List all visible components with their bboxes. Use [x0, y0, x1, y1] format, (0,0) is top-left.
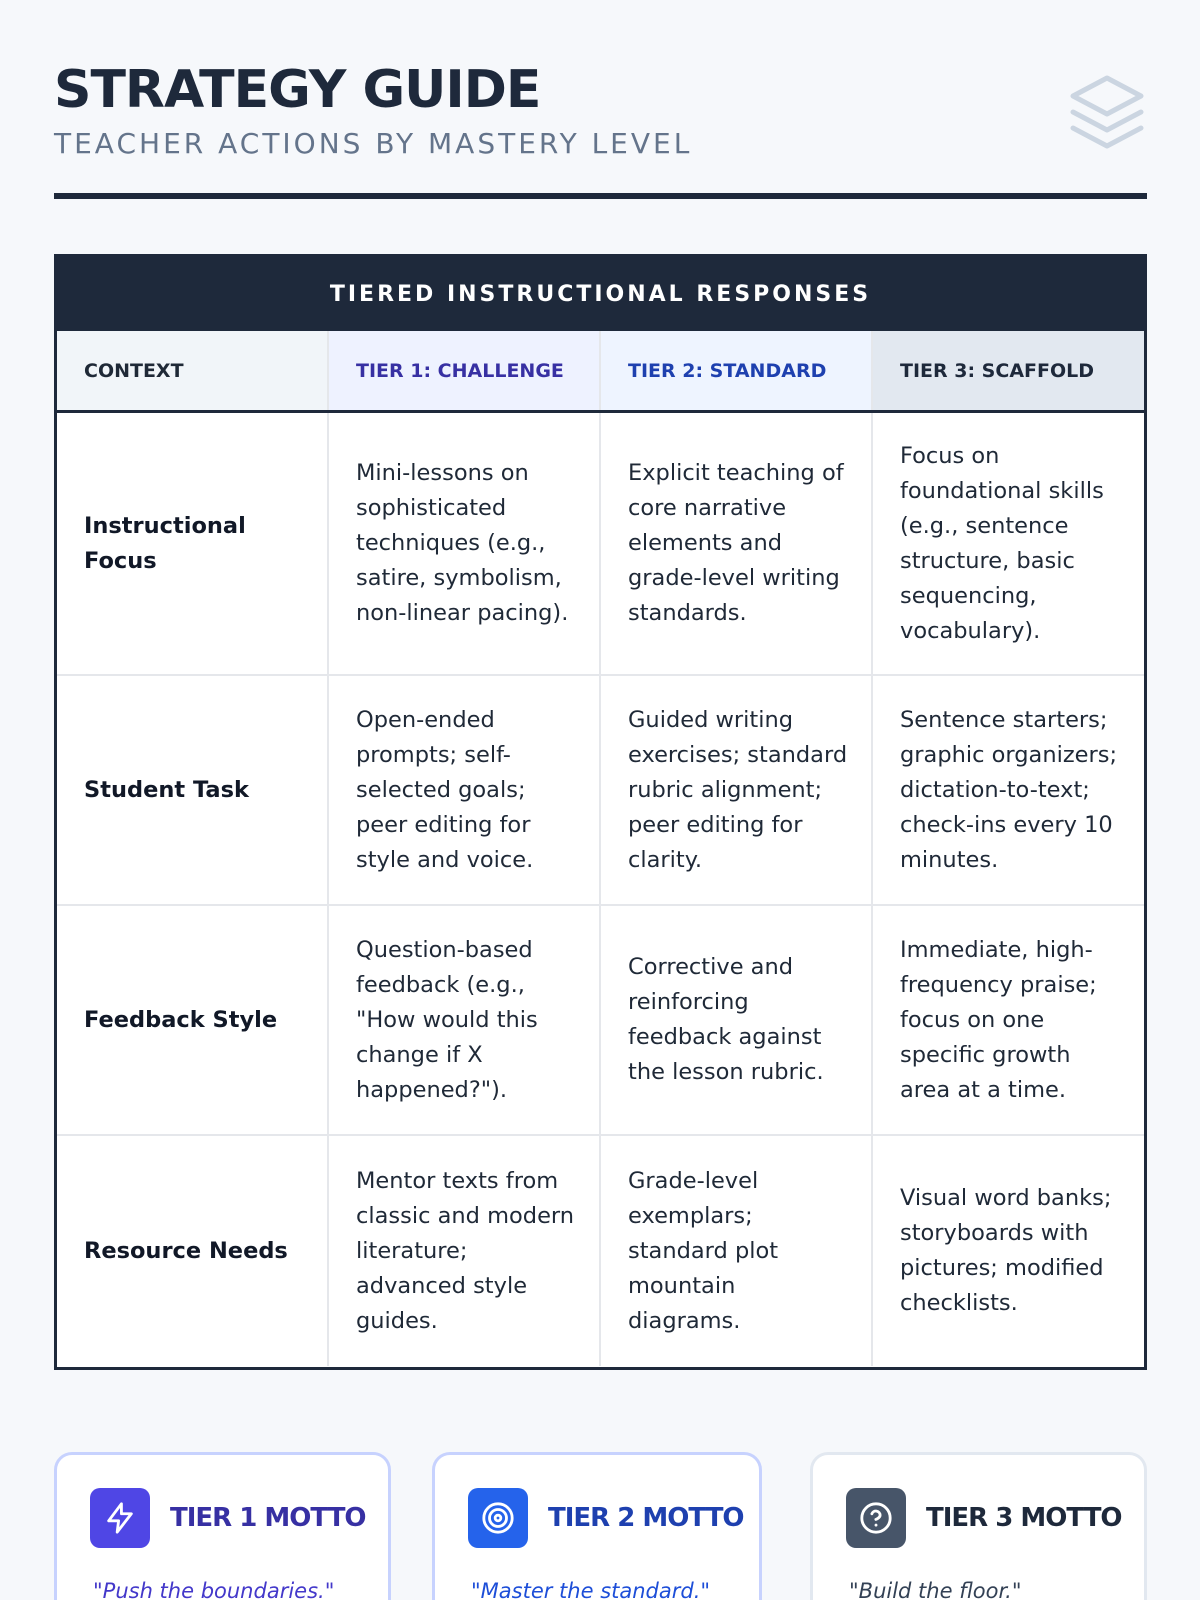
- table-cell: Open-ended prompts; self-selected goals; peer editing for style and voice.: [329, 676, 601, 904]
- column-header-context: CONTEXT: [57, 331, 329, 410]
- lightning-icon: [90, 1488, 150, 1548]
- tier1-motto-card: [54, 1452, 391, 1600]
- strategy-table: [54, 254, 1147, 1370]
- column-header-tier2: TIER 2: STANDARD: [601, 331, 873, 410]
- card-title: TIER 2 MOTTO: [548, 1503, 744, 1533]
- table-cell: Question-based feedback (e.g., "How would this change if X happened?").: [329, 906, 601, 1134]
- card-motto: "Master the standard.": [471, 1579, 711, 1600]
- table-cell: Mini-lessons on sophisticated techniques (e.g., satire, symbolism, non-linear pacing).: [329, 413, 601, 674]
- card-title: TIER 1 MOTTO: [170, 1503, 366, 1533]
- table-title: TIERED INSTRUCTIONAL RESPONSES: [57, 257, 1144, 331]
- motto-cards: [54, 1452, 1147, 1600]
- column-header-tier3: TIER 3: SCAFFOLD: [873, 331, 1144, 410]
- row-label: Student Task: [57, 676, 329, 904]
- table-cell: Grade-level exemplars; standard plot mountain diagrams.: [601, 1136, 873, 1366]
- table-cell: Visual word banks; storyboards with pictures; modified checklists.: [900, 1185, 1112, 1316]
- layers-icon: [1067, 72, 1147, 152]
- table-cell: Focus on foundational skills (e.g., sentence structure, basic sequencing, vocabulary).: [900, 442, 1104, 644]
- card-motto: "Push the boundaries.": [93, 1579, 335, 1600]
- row-label: Resource Needs: [57, 1136, 329, 1366]
- table-row: [57, 676, 1144, 906]
- header-divider: [54, 193, 1147, 199]
- page-title: STRATEGY GUIDE: [54, 60, 541, 120]
- table-cell: Immediate, high-frequency praise; focus on one specific growth area at a time.: [900, 936, 1097, 1103]
- table-row: [57, 413, 1144, 676]
- table-row: [57, 1136, 1144, 1366]
- row-label: Instructional Focus: [57, 413, 329, 674]
- table-cell: Corrective and reinforcing feedback against the lesson rubric.: [601, 906, 873, 1134]
- question-icon: [846, 1488, 906, 1548]
- table-cell: Guided writing exercises; standard rubric alignment; peer editing for clarity.: [601, 676, 873, 904]
- table-cell: Explicit teaching of core narrative elements and grade-level writing standards.: [601, 413, 873, 674]
- table-header-row: [57, 331, 1144, 413]
- page-subtitle: TEACHER ACTIONS BY MASTERY LEVEL: [54, 127, 693, 160]
- page-header: [54, 54, 1147, 164]
- table-row: [57, 906, 1144, 1136]
- table-cell: Sentence starters; graphic organizers; dictation-to-text; check-ins every 10 minutes.: [900, 706, 1118, 873]
- tier2-motto-card: [432, 1452, 762, 1600]
- tier3-motto-card: [810, 1452, 1147, 1600]
- row-label: Feedback Style: [57, 906, 329, 1134]
- card-motto: "Build the floor.": [849, 1579, 1022, 1600]
- table-cell: Mentor texts from classic and modern literature; advanced style guides.: [329, 1136, 601, 1366]
- card-title: TIER 3 MOTTO: [926, 1503, 1122, 1533]
- column-header-tier1: TIER 1: CHALLENGE: [329, 331, 601, 410]
- target-icon: [468, 1488, 528, 1548]
